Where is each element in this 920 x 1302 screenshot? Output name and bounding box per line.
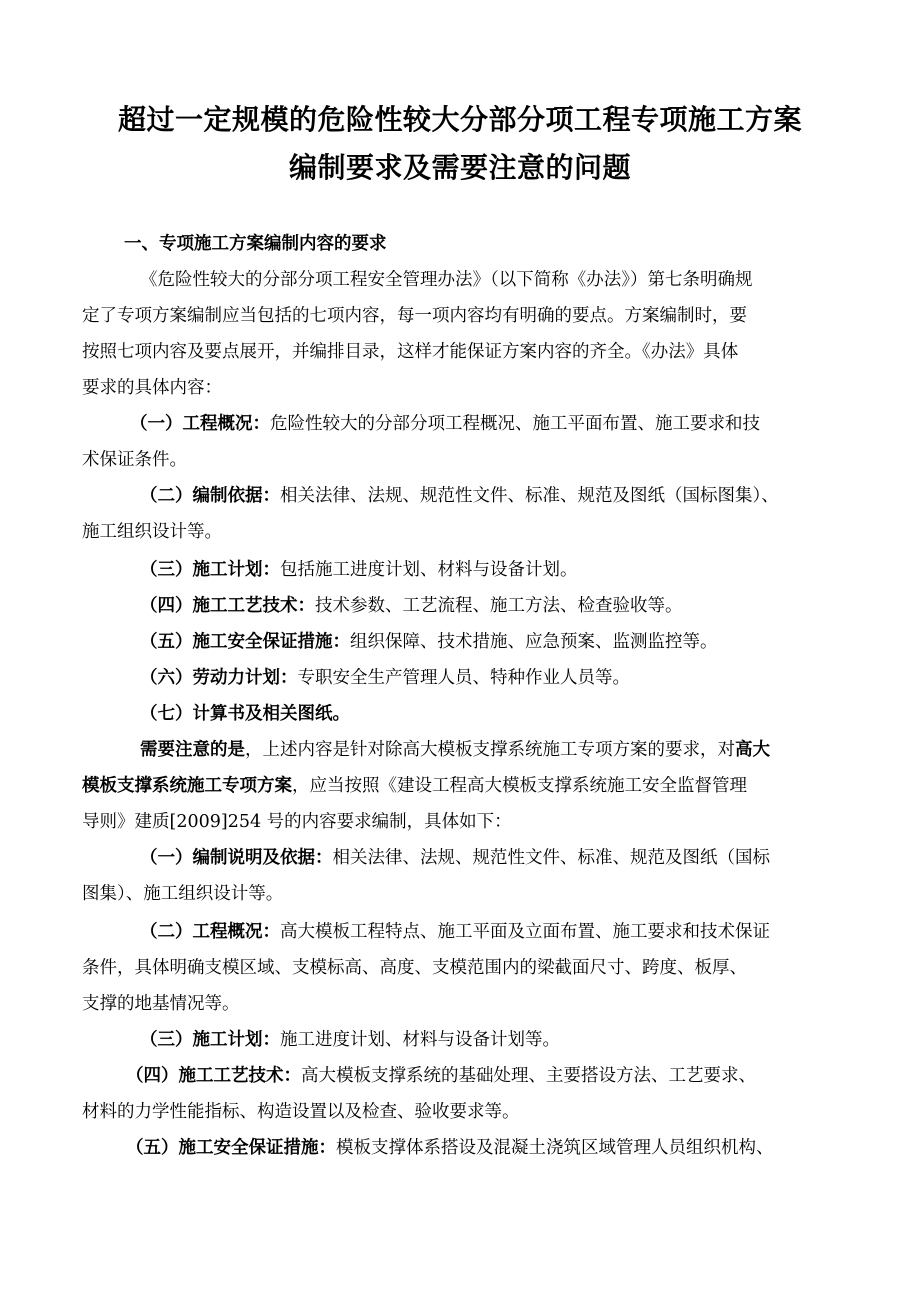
document-title-line-1: 超过一定规模的危险性较大分部分项工程专项施工方案 — [117, 103, 802, 136]
item2-4-text: 高大模板支撑系统的基础处理、主要搭设方法、工艺要求、 — [301, 1066, 756, 1086]
item2-3 — [140, 1028, 560, 1052]
item2-5-text: 模板支撑体系搭设及混凝土浇筑区域管理人员组织机构、 — [336, 1138, 774, 1158]
intro-line-2: 定了专项方案编制应当包括的七项内容，每一项内容均有明确的要点。方案编制时，要 — [82, 306, 747, 326]
item-2 — [140, 484, 779, 508]
item-3-label: （三）施工计划： — [140, 560, 280, 580]
note-text-1: ，上述内容是针对除高大模板支撑系统施工专项方案的要求，对 — [245, 740, 735, 760]
item2-4-continued: 材料的力学性能指标、构造设置以及检查、验收要求等。 — [82, 1102, 520, 1122]
item-5-label: （五）施工安全保证措施： — [140, 632, 350, 652]
item-1-text: 危险性较大的分部分项工程概况、施工平面布置、施工要求和技 — [270, 414, 760, 434]
item-6-label: （六）劳动力计划： — [140, 668, 298, 688]
note-line-2 — [82, 774, 747, 798]
item2-2-text: 高大模板工程特点、施工平面及立面布置、施工要求和技术保证 — [280, 922, 770, 942]
note-bold-2: 高大 — [735, 740, 770, 760]
item2-4-label: （四）施工工艺技术： — [126, 1066, 301, 1086]
document-title-line-2: 编制要求及需要注意的问题 — [288, 151, 631, 184]
item2-5 — [126, 1136, 774, 1160]
item2-2-continued-2: 支撑的地基情况等。 — [82, 994, 240, 1014]
item-1 — [130, 412, 760, 436]
item-1-label: （一）工程概况： — [130, 414, 270, 434]
intro-line-3: 按照七项内容及要点展开，并编排目录，这样才能保证方案内容的齐全。《办法》具体 — [82, 342, 739, 362]
item-2-continued: 施工组织设计等。 — [82, 522, 222, 542]
note-bold-3: 模板支撑系统施工专项方案 — [82, 776, 292, 796]
item2-4 — [126, 1064, 756, 1088]
item2-3-label: （三）施工计划： — [140, 1030, 280, 1050]
item-6-text: 专职安全生产管理人员、特种作业人员等。 — [297, 668, 630, 688]
item-1-continued: 术保证条件。 — [82, 450, 187, 470]
item-5 — [140, 630, 718, 654]
item2-3-text: 施工进度计划、材料与设备计划等。 — [280, 1030, 560, 1050]
item-6 — [140, 666, 630, 690]
item2-1-continued: 图集）、施工组织设计等。 — [82, 884, 284, 904]
item-5-text: 组织保障、技术措施、应急预案、监测监控等。 — [350, 632, 718, 652]
intro-line-1: 《危险性较大的分部分项工程安全管理办法》（以下简称《办法》）第七条明确规 — [140, 270, 753, 290]
item2-2-label: （二）工程概况： — [140, 922, 280, 942]
item-3 — [140, 558, 578, 582]
intro-line-4: 要求的具体内容： — [82, 378, 222, 398]
note-line-1 — [140, 738, 770, 762]
item-2-label: （二）编制依据： — [140, 486, 280, 506]
item-4-label: （四）施工工艺技术： — [140, 596, 315, 616]
item-3-text: 包括施工进度计划、材料与设备计划。 — [280, 560, 578, 580]
item-4 — [140, 594, 683, 618]
item2-1-label: （一）编制说明及依据： — [140, 848, 333, 868]
note-bold-1: 需要注意的是 — [140, 740, 245, 760]
item2-2 — [140, 920, 770, 944]
item2-1-text: 相关法律、法规、规范性文件、标准、规范及图纸（国标 — [332, 848, 770, 868]
item-2-text: 相关法律、法规、规范性文件、标准、规范及图纸（国标图集）、 — [280, 486, 779, 506]
section-heading: 一、专项施工方案编制内容的要求 — [124, 234, 387, 254]
note-text-2: ，应当按照《建设工程高大模板支撑系统施工安全监督管理 — [292, 776, 747, 796]
item-4-text: 技术参数、工艺流程、施工方法、检查验收等。 — [315, 596, 683, 616]
item2-2-continued-1: 条件，具体明确支模区域、支模标高、高度、支模范围内的梁截面尺寸、跨度、板厚、 — [82, 958, 747, 978]
item-7: （七）计算书及相关图纸。 — [140, 704, 350, 724]
note-line-3: 导则》建质[2009]254 号的内容要求编制，具体如下： — [82, 812, 512, 832]
item2-1 — [140, 846, 770, 870]
item2-5-label: （五）施工安全保证措施： — [126, 1138, 336, 1158]
